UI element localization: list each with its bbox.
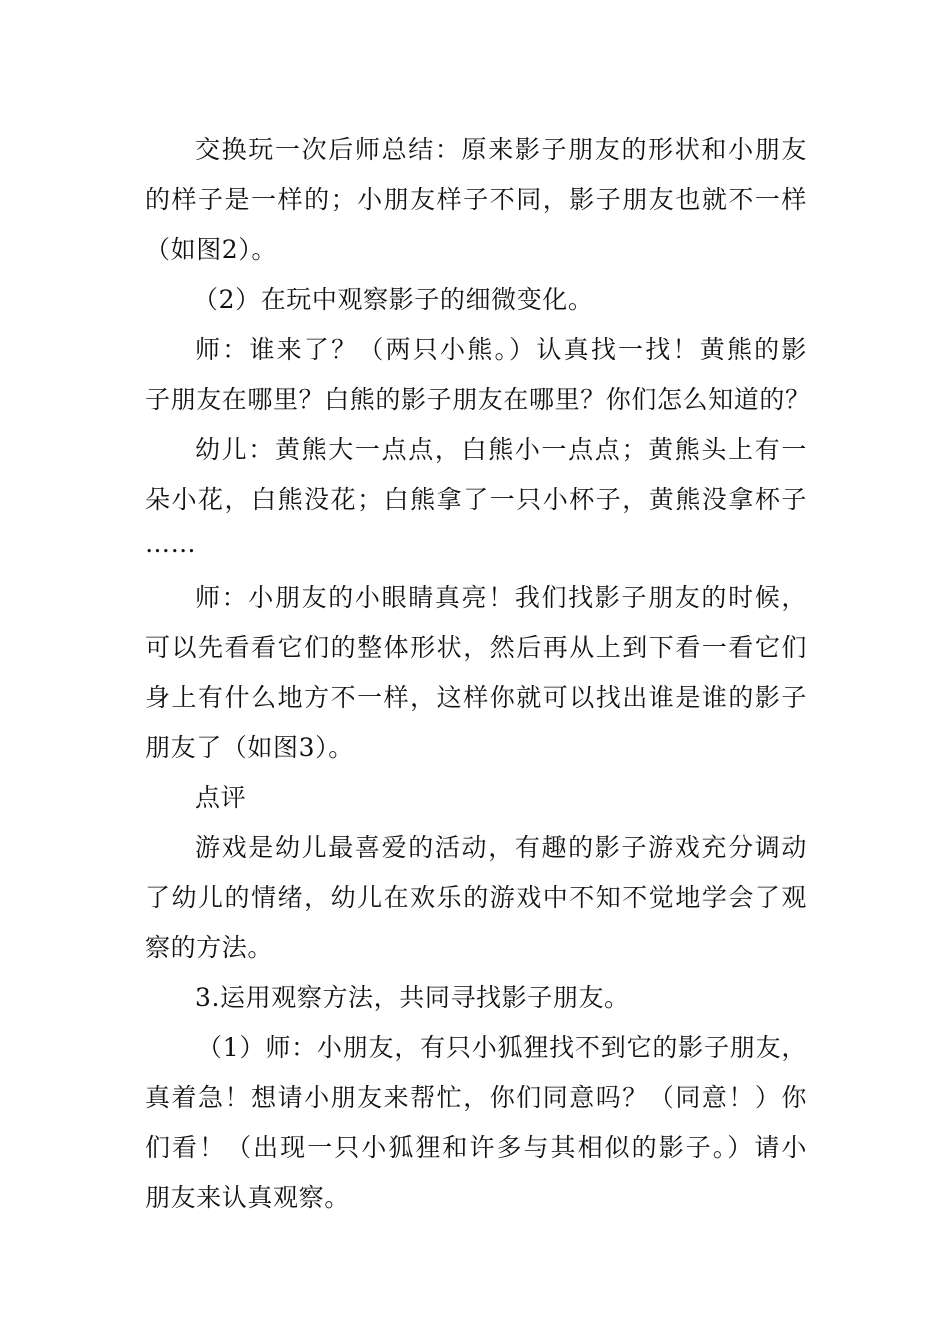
paragraph-line: 们看！（出现一只小狐狸和许多与其相似的影子。）请小 — [145, 1133, 807, 1162]
paragraph-line: 真着急！想请小朋友来帮忙，你们同意吗？（同意！）你 — [145, 1083, 807, 1112]
paragraph-line: 幼儿：黄熊大一点点，白熊小一点点；黄熊头上有一 — [195, 435, 807, 464]
paragraph-line: 的样子是一样的；小朋友样子不同，影子朋友也就不一样 — [145, 185, 807, 214]
paragraph-line: （2）在玩中观察影子的细微变化。 — [193, 285, 594, 314]
paragraph-line: …… — [145, 529, 197, 558]
paragraph-line: 游戏是幼儿最喜爱的活动，有趣的影子游戏充分调动 — [195, 833, 807, 862]
paragraph-line: 察的方法。 — [145, 933, 274, 962]
paragraph-line: （如图2）。 — [145, 235, 278, 264]
paragraph-line: 交换玩一次后师总结：原来影子朋友的形状和小朋友 — [195, 135, 807, 164]
paragraph-line: 朋友了（如图3）。 — [145, 733, 354, 762]
paragraph-line: 师：小朋友的小眼睛真亮！我们找影子朋友的时候， — [195, 583, 807, 612]
paragraph-line: 可以先看看它们的整体形状，然后再从上到下看一看它们 — [145, 633, 807, 662]
paragraph-line: 3.运用观察方法，共同寻找影子朋友。 — [195, 983, 630, 1012]
paragraph-line: （1）师：小朋友，有只小狐狸找不到它的影子朋友， — [197, 1033, 807, 1062]
paragraph-line: 了幼儿的情绪，幼儿在欢乐的游戏中不知不觉地学会了观 — [145, 883, 807, 912]
paragraph-line: 身上有什么地方不一样，这样你就可以找出谁是谁的影子 — [145, 683, 807, 712]
paragraph-line: 师：谁来了？（两只小熊。）认真找一找！黄熊的影 — [195, 335, 807, 364]
paragraph-line: 朋友来认真观察。 — [145, 1183, 350, 1212]
section-heading: 点评 — [195, 783, 247, 812]
paragraph-line: 子朋友在哪里？白熊的影子朋友在哪里？你们怎么知道的？ — [145, 385, 811, 414]
paragraph-line: 朵小花，白熊没花；白熊拿了一只小杯子，黄熊没拿杯子 — [145, 485, 807, 514]
